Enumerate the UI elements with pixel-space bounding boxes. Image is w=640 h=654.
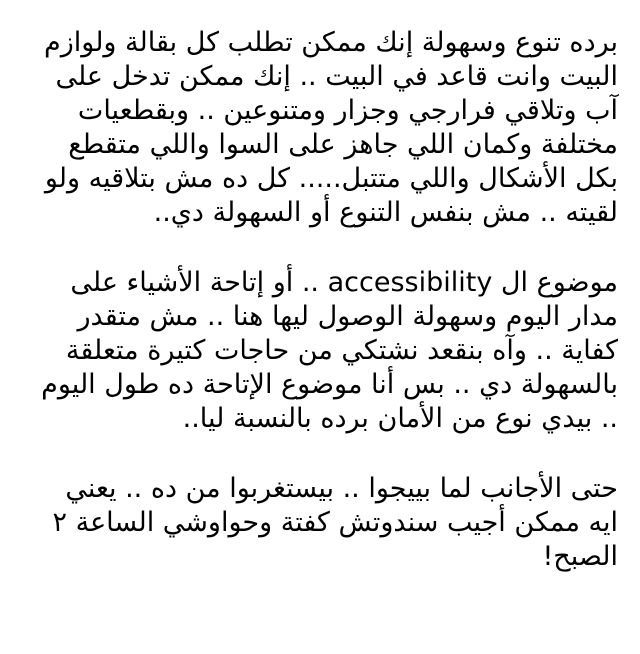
text-line: ايه ممكن أجيب سندوتش كفتة وحواوشي الساعة ٢ — [52, 507, 618, 538]
text-line: آب وتلاقي فرارجي وجزار ومتنوعين .. وبقطعيات — [77, 95, 618, 126]
text-line: الصبح! — [542, 541, 618, 572]
text-line: بالسهولة دي .. بس أنا موضوع الإتاحة ده طول اليوم — [41, 369, 618, 400]
text-line: موضوع ال accessibility .. أو إتاحة الأشياء على — [70, 267, 618, 298]
text-line: مختلفة وكمان اللي جاهز على السوا واللي متقطع — [68, 129, 618, 160]
paragraph-3 — [22, 472, 618, 574]
paragraph-2 — [22, 266, 618, 436]
paragraph-gap — [22, 436, 618, 472]
text-line: كفاية .. وآه بنقعد نشتكي من حاجات كتيرة متعلقة — [65, 335, 618, 366]
text-line: .. بيدي نوع من الأمان برده بالنسبة ليا.. — [182, 403, 618, 434]
paragraph-1 — [22, 26, 618, 230]
paragraph-gap — [22, 230, 618, 266]
text-line: مدار اليوم وسهولة الوصول ليها هنا .. مش متقدر — [77, 301, 618, 332]
text-line: حتى الأجانب لما بييجوا .. بيستغربوا من ده .. يعني — [65, 473, 618, 504]
text-line: بكل الأشكال واللي متتبل..... كل ده مش بتلاقيه ولو — [44, 163, 618, 194]
text-line: برده تنوع وسهولة إنك ممكن تطلب كل بقالة ولوازم — [43, 27, 618, 58]
text-line: لقيته .. مش بنفس التنوع أو السهولة دي.. — [153, 197, 618, 228]
text-line: البيت وانت قاعد في البيت .. إنك ممكن تدخل على — [55, 61, 618, 92]
